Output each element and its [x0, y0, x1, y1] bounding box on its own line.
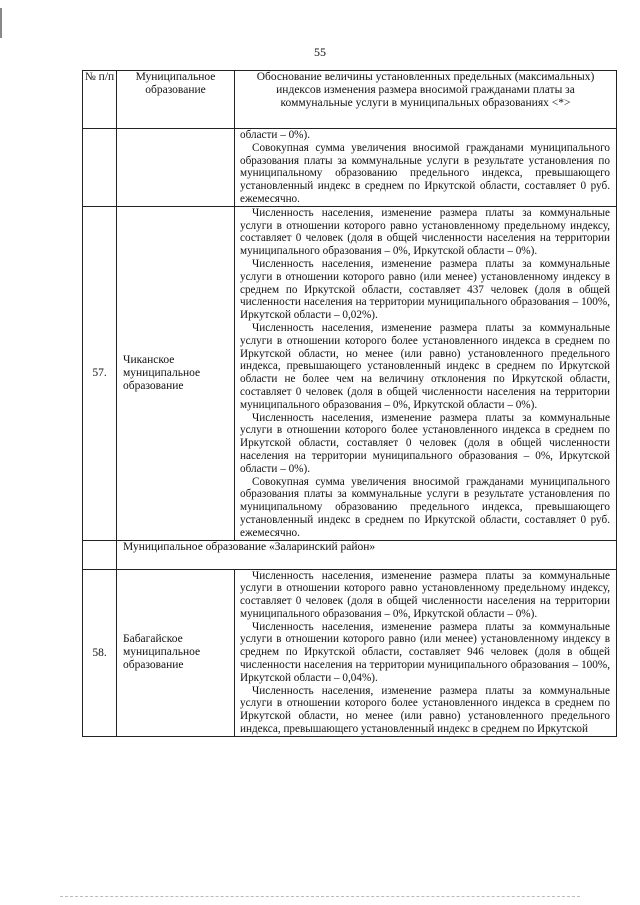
paragraph: Численность населения, изменение размера платы за коммунальные услуги в отношении которого более установленного индекса в среднем по Иркутской области, но менее (или равно) установленного предельного индекса, превышающего установленный индекс в среднем по Иркутской области не более чем на величину отклонения по Иркутской области, составляет 0 человек (доля в общей численности населения на территории муниципального образования – 0%, Иркутской области – 0%).	[240, 321, 610, 411]
header-num: № п/п	[83, 71, 117, 129]
justification-cell	[235, 569, 617, 736]
header-justification: Обоснование величины установленных предельных (максимальных) индексов изменения размера вносимой гражданами платы за коммунальные услуги в муниципальных образованиях <*>	[235, 71, 617, 129]
scan-edge-mark	[0, 8, 2, 38]
table-header-row	[83, 71, 617, 129]
paragraph: Совокупная сумма увеличения вносимой гражданами муниципального образования платы за коммунальные услуги в результате установления по муниципальному образованию предельного индекса, превышающего установленный индекс в среднем по Иркутской области, составляет 0 руб. ежемесячно.	[240, 141, 610, 205]
paragraph: Численность населения, изменение размера платы за коммунальные услуги в отношении которого равно (или менее) установленному индексу в среднем по Иркутской области, составляет 946 человек (доля в общей численности населения на территории муниципального образования – 100%, Иркутской области – 0,04%).	[240, 620, 610, 684]
municipality-name: Бабагайское муниципальное образование	[117, 569, 235, 736]
paragraph: Численность населения, изменение размера платы за коммунальные услуги в отношении которого равно установленному предельному индексу, составляет 0 человек (доля в общей численности населения на территории муниципального образования – 0%, Иркутской области – 0%).	[240, 569, 610, 620]
row-number: 57.	[83, 206, 117, 540]
municipality-cell-empty	[117, 129, 235, 207]
paragraph: Численность населения, изменение размера платы за коммунальные услуги в отношении которого равно установленному предельному индексу, составляет 0 человек (доля в общей численности населения на территории муниципального образования – 0%, Иркутской области – 0%).	[240, 206, 610, 258]
justification-cell	[235, 206, 617, 540]
table-row-58	[83, 569, 617, 736]
paragraph: области – 0%).	[240, 129, 311, 141]
table-row-57	[83, 206, 617, 540]
paragraph: Численность населения, изменение размера платы за коммунальные услуги в отношении которого более установленного индекса в среднем по Иркутской области, составляет 0 человек (доля в общей численности населения на территории муниципального образования – 0%, Иркутской области – 0%).	[240, 411, 610, 475]
section-title: Муниципальное образование «Заларинский район»	[117, 540, 617, 569]
row-number: 58.	[83, 569, 117, 736]
paragraph: Численность населения, изменение размера платы за коммунальные услуги в отношении которого равно (или менее) установленному индексу в среднем по Иркутской области, составляет 437 человек (доля в общей численности населения на территории муниципального образования – 100%, Иркутской области – 0,02%).	[240, 257, 610, 322]
scan-artifact	[268, 4, 292, 14]
paragraph: Численность населения, изменение размера платы за коммунальные услуги в отношении которого более установленного индекса в среднем по Иркутской области, но менее (или равно) установленного предельного индекса, превышающего установленный индекс в среднем по Иркутской	[240, 684, 610, 736]
municipality-name: Чиканское муниципальное образование	[117, 206, 235, 540]
table-section-row	[83, 540, 617, 569]
table-row-continuation	[83, 129, 617, 207]
justification-cell	[235, 129, 617, 207]
page-number: 55	[314, 45, 326, 59]
header-municipality: Муниципальное образование	[117, 71, 235, 129]
scan-bottom-artifact	[60, 896, 580, 899]
indices-table	[82, 70, 617, 737]
num-cell-empty	[83, 129, 117, 207]
paragraph: Совокупная сумма увеличения вносимой гражданами муниципального образования платы за коммунальные услуги в результате установления по муниципальному образованию предельного индекса, превышающего установленный индекс в среднем по Иркутской области, составляет 0 руб. ежемесячно.	[240, 475, 610, 539]
num-cell-empty	[83, 540, 117, 569]
